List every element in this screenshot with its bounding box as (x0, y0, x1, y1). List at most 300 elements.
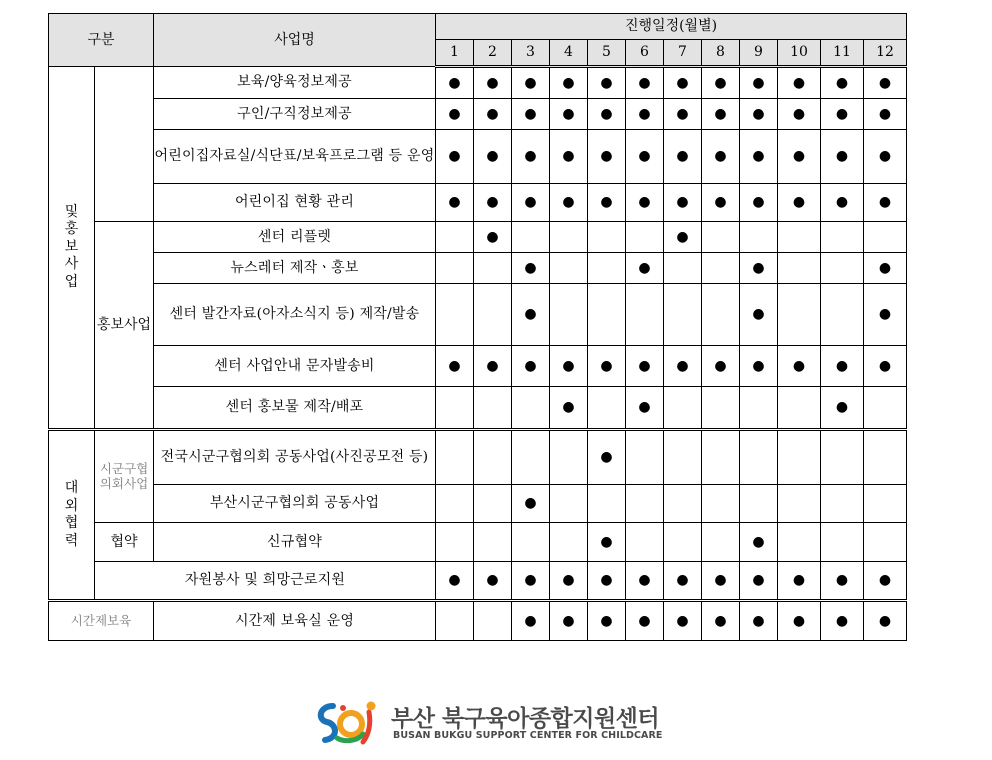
month-cell (626, 387, 664, 430)
schedule-dot-icon: ● (524, 74, 537, 91)
month-cell (740, 523, 778, 562)
month-cell (702, 99, 740, 130)
month-cell (740, 562, 778, 601)
month-cell (626, 562, 664, 601)
month-cell (626, 67, 664, 99)
schedule-dot-icon: ● (714, 74, 727, 91)
month-cell (436, 253, 474, 284)
subcategory-promotion: 홍보사업 (95, 222, 154, 430)
month-cell (550, 601, 588, 641)
logo-english-name: BUSAN BUKGU SUPPORT CENTER FOR CHILDCARE (393, 730, 663, 741)
schedule-dot-icon: ● (524, 194, 537, 211)
month-cell (864, 67, 907, 99)
category-external: 대외협력 (49, 430, 95, 601)
header-month: 9 (740, 40, 778, 67)
schedule-dot-icon: ● (448, 74, 461, 91)
schedule-dot-icon: ● (524, 572, 537, 589)
subcategory-agreement: 협약 (95, 523, 154, 562)
month-cell (821, 67, 864, 99)
schedule-dot-icon: ● (562, 612, 575, 629)
schedule-dot-icon: ● (835, 105, 849, 122)
project-name: 센터 사업안내 문자발송비 (154, 346, 436, 387)
month-cell (821, 601, 864, 641)
month-cell (512, 184, 550, 222)
table-row (49, 130, 907, 184)
month-cell (588, 284, 626, 346)
month-cell (512, 67, 550, 99)
month-cell (588, 222, 626, 253)
month-cell (588, 562, 626, 601)
month-cell (588, 601, 626, 641)
month-cell (588, 184, 626, 222)
month-cell (702, 222, 740, 253)
schedule-dot-icon: ● (524, 148, 537, 165)
schedule-dot-icon: ● (878, 148, 892, 165)
month-cell (588, 387, 626, 430)
schedule-dot-icon: ● (752, 572, 765, 589)
month-cell (436, 485, 474, 523)
month-cell (626, 130, 664, 184)
schedule-dot-icon: ● (600, 357, 613, 374)
schedule-dot-icon: ● (638, 105, 651, 122)
month-cell (474, 430, 512, 485)
project-name: 센터 리플렛 (154, 222, 436, 253)
schedule-dot-icon: ● (752, 194, 765, 211)
schedule-dot-icon: ● (676, 572, 689, 589)
month-cell (626, 184, 664, 222)
month-cell (864, 284, 907, 346)
month-cell (512, 562, 550, 601)
month-cell (664, 184, 702, 222)
month-cell (740, 67, 778, 99)
table-row (49, 346, 907, 387)
month-cell (664, 562, 702, 601)
month-cell (864, 430, 907, 485)
month-cell (550, 562, 588, 601)
month-cell (588, 485, 626, 523)
header-month: 8 (702, 40, 740, 67)
schedule-dot-icon: ● (878, 612, 892, 629)
table-row (49, 430, 907, 485)
month-cell (702, 130, 740, 184)
schedule-dot-icon: ● (714, 572, 727, 589)
header-month: 5 (588, 40, 626, 67)
month-cell (512, 485, 550, 523)
month-cell (626, 346, 664, 387)
month-cell (864, 130, 907, 184)
month-cell (740, 485, 778, 523)
schedule-dot-icon: ● (792, 612, 806, 629)
schedule-dot-icon: ● (486, 228, 499, 245)
table-row (49, 562, 907, 601)
month-cell (664, 99, 702, 130)
month-cell (740, 601, 778, 641)
header-month: 4 (550, 40, 588, 67)
month-cell (550, 485, 588, 523)
month-cell (702, 67, 740, 99)
schedule-dot-icon: ● (638, 259, 651, 276)
schedule-dot-icon: ● (524, 105, 537, 122)
schedule-dot-icon: ● (752, 533, 765, 550)
category-timed-care: 시간제보육 (49, 601, 154, 641)
month-cell (740, 130, 778, 184)
schedule-dot-icon: ● (638, 194, 651, 211)
month-cell (588, 253, 626, 284)
table-row (49, 99, 907, 130)
schedule-dot-icon: ● (524, 259, 537, 276)
schedule-dot-icon: ● (638, 74, 651, 91)
month-cell (550, 523, 588, 562)
month-cell (702, 387, 740, 430)
subcategory-council: 시군구협의회사업 (95, 430, 154, 523)
month-cell (864, 346, 907, 387)
month-cell (474, 387, 512, 430)
month-cell (550, 253, 588, 284)
schedule-dot-icon: ● (792, 74, 806, 91)
month-cell (864, 253, 907, 284)
header-month: 12 (864, 40, 907, 67)
schedule-dot-icon: ● (835, 612, 849, 629)
month-cell (740, 184, 778, 222)
schedule-dot-icon: ● (600, 148, 613, 165)
schedule-dot-icon: ● (562, 399, 575, 416)
schedule-dot-icon: ● (486, 148, 499, 165)
project-name: 전국시군구협의회 공동사업(사진공모전 등) (154, 430, 436, 485)
header-month: 3 (512, 40, 550, 67)
month-cell (740, 387, 778, 430)
month-cell (512, 284, 550, 346)
month-cell (864, 222, 907, 253)
month-cell (436, 523, 474, 562)
schedule-dot-icon: ● (835, 148, 849, 165)
table-row (49, 523, 907, 562)
schedule-dot-icon: ● (638, 572, 651, 589)
month-cell (702, 523, 740, 562)
schedule-dot-icon: ● (792, 194, 806, 211)
month-cell (550, 184, 588, 222)
month-cell (702, 253, 740, 284)
schedule-table (48, 13, 907, 641)
schedule-dot-icon: ● (676, 357, 689, 374)
schedule-dot-icon: ● (714, 357, 727, 374)
month-cell (702, 430, 740, 485)
schedule-dot-icon: ● (600, 449, 613, 466)
schedule-dot-icon: ● (562, 357, 575, 374)
month-cell (778, 222, 821, 253)
month-cell (778, 430, 821, 485)
project-name: 어린이집 현황 관리 (154, 184, 436, 222)
month-cell (821, 387, 864, 430)
table-row (49, 253, 907, 284)
schedule-dot-icon: ● (752, 74, 765, 91)
header-month: 7 (664, 40, 702, 67)
month-cell (778, 253, 821, 284)
table-row (49, 284, 907, 346)
month-cell (864, 523, 907, 562)
schedule-dot-icon: ● (638, 148, 651, 165)
schedule-dot-icon: ● (714, 194, 727, 211)
schedule-dot-icon: ● (878, 105, 892, 122)
month-cell (864, 387, 907, 430)
header-project: 사업명 (154, 14, 436, 67)
month-cell (664, 430, 702, 485)
schedule-dot-icon: ● (752, 357, 765, 374)
month-cell (778, 523, 821, 562)
project-name: 시간제 보육실 운영 (154, 601, 436, 641)
schedule-dot-icon: ● (878, 306, 892, 323)
month-cell (664, 346, 702, 387)
month-cell (512, 222, 550, 253)
schedule-dot-icon: ● (524, 495, 537, 512)
month-cell (740, 222, 778, 253)
schedule-dot-icon: ● (486, 357, 499, 374)
schedule-dot-icon: ● (486, 194, 499, 211)
month-cell (664, 601, 702, 641)
schedule-dot-icon: ● (792, 105, 806, 122)
month-cell (588, 430, 626, 485)
schedule-dot-icon: ● (835, 572, 849, 589)
header-month: 6 (626, 40, 664, 67)
month-cell (474, 601, 512, 641)
project-name: 신규협약 (154, 523, 436, 562)
month-cell (778, 387, 821, 430)
schedule-dot-icon: ● (524, 612, 537, 629)
month-cell (864, 99, 907, 130)
schedule-dot-icon: ● (752, 259, 765, 276)
month-cell (474, 562, 512, 601)
month-cell (550, 130, 588, 184)
schedule-dot-icon: ● (878, 572, 892, 589)
schedule-dot-icon: ● (676, 74, 689, 91)
schedule-dot-icon: ● (676, 105, 689, 122)
month-cell (436, 562, 474, 601)
schedule-dot-icon: ● (878, 194, 892, 211)
month-cell (740, 346, 778, 387)
month-cell (436, 184, 474, 222)
month-cell (702, 601, 740, 641)
schedule-dot-icon: ● (835, 74, 849, 91)
month-cell (664, 130, 702, 184)
month-cell (512, 387, 550, 430)
month-cell (550, 284, 588, 346)
month-cell (626, 284, 664, 346)
month-cell (626, 222, 664, 253)
schedule-dot-icon: ● (752, 148, 765, 165)
schedule-dot-icon: ● (638, 399, 651, 416)
month-cell (588, 99, 626, 130)
month-cell (778, 346, 821, 387)
month-cell (474, 99, 512, 130)
schedule-dot-icon: ● (835, 399, 849, 416)
project-name: 센터 홍보물 제작/배포 (154, 387, 436, 430)
month-cell (778, 130, 821, 184)
category-promotion: 및홍보사업 (49, 67, 95, 430)
month-cell (821, 253, 864, 284)
month-cell (588, 67, 626, 99)
month-cell (821, 346, 864, 387)
schedule-dot-icon: ● (524, 306, 537, 323)
month-cell (664, 222, 702, 253)
schedule-dot-icon: ● (600, 194, 613, 211)
month-cell (821, 284, 864, 346)
month-cell (626, 485, 664, 523)
month-cell (474, 184, 512, 222)
project-name: 뉴스레터 제작ㆍ홍보 (154, 253, 436, 284)
header-month: 11 (821, 40, 864, 67)
month-cell (821, 523, 864, 562)
schedule-dot-icon: ● (714, 148, 727, 165)
month-cell (512, 130, 550, 184)
month-cell (702, 485, 740, 523)
month-cell (864, 562, 907, 601)
project-name: 구인/구직정보제공 (154, 99, 436, 130)
subcategory-blank (95, 67, 154, 222)
month-cell (664, 67, 702, 99)
schedule-dot-icon: ● (714, 105, 727, 122)
schedule-dot-icon: ● (448, 357, 461, 374)
month-cell (821, 430, 864, 485)
schedule-dot-icon: ● (835, 194, 849, 211)
project-name: 자원봉사 및 희망근로지원 (95, 562, 436, 601)
month-cell (702, 562, 740, 601)
month-cell (474, 222, 512, 253)
month-cell (436, 222, 474, 253)
schedule-dot-icon: ● (752, 105, 765, 122)
schedule-dot-icon: ● (676, 612, 689, 629)
month-cell (702, 346, 740, 387)
month-cell (474, 284, 512, 346)
schedule-dot-icon: ● (638, 612, 651, 629)
schedule-dot-icon: ● (792, 357, 806, 374)
schedule-dot-icon: ● (676, 148, 689, 165)
month-cell (512, 601, 550, 641)
schedule-dot-icon: ● (600, 612, 613, 629)
project-name: 부산시군구협의회 공동사업 (154, 485, 436, 523)
logo-korean-name: 부산 북구육아종합지원센터 (391, 706, 660, 732)
schedule-dot-icon: ● (835, 357, 849, 374)
schedule-dot-icon: ● (486, 74, 499, 91)
schedule-dot-icon: ● (714, 612, 727, 629)
schedule-dot-icon: ● (448, 105, 461, 122)
month-cell (588, 130, 626, 184)
month-cell (512, 253, 550, 284)
header-month: 2 (474, 40, 512, 67)
center-logo (313, 698, 677, 746)
schedule-dot-icon: ● (676, 228, 689, 245)
month-cell (436, 99, 474, 130)
table-row (49, 601, 907, 641)
month-cell (626, 601, 664, 641)
schedule-dot-icon: ● (562, 194, 575, 211)
schedule-dot-icon: ● (486, 572, 499, 589)
schedule-dot-icon: ● (562, 148, 575, 165)
month-cell (474, 346, 512, 387)
month-cell (821, 485, 864, 523)
month-cell (778, 485, 821, 523)
month-cell (702, 184, 740, 222)
schedule-dot-icon: ● (878, 74, 892, 91)
schedule-dot-icon: ● (638, 357, 651, 374)
month-cell (778, 184, 821, 222)
month-cell (474, 130, 512, 184)
month-cell (740, 253, 778, 284)
schedule-dot-icon: ● (792, 572, 806, 589)
month-cell (436, 387, 474, 430)
month-cell (740, 99, 778, 130)
schedule-dot-icon: ● (448, 194, 461, 211)
month-cell (626, 253, 664, 284)
month-cell (436, 430, 474, 485)
month-cell (512, 346, 550, 387)
schedule-dot-icon: ● (676, 194, 689, 211)
month-cell (588, 346, 626, 387)
schedule-dot-icon: ● (562, 572, 575, 589)
month-cell (702, 284, 740, 346)
schedule-dot-icon: ● (562, 74, 575, 91)
header-schedule: 진행일정(월별) (436, 14, 907, 40)
schedule-dot-icon: ● (600, 105, 613, 122)
month-cell (740, 284, 778, 346)
month-cell (778, 562, 821, 601)
month-cell (550, 387, 588, 430)
schedule-dot-icon: ● (486, 105, 499, 122)
month-cell (436, 601, 474, 641)
month-cell (664, 253, 702, 284)
month-cell (778, 284, 821, 346)
month-cell (664, 485, 702, 523)
table-row (49, 485, 907, 523)
schedule-dot-icon: ● (752, 612, 765, 629)
schedule-dot-icon: ● (878, 357, 892, 374)
month-cell (512, 523, 550, 562)
month-cell (474, 253, 512, 284)
month-cell (512, 430, 550, 485)
month-cell (821, 99, 864, 130)
month-cell (550, 430, 588, 485)
project-name: 보육/양육정보제공 (154, 67, 436, 99)
month-cell (436, 130, 474, 184)
header-category: 구분 (49, 14, 154, 67)
header-month: 1 (436, 40, 474, 67)
month-cell (588, 523, 626, 562)
schedule-dot-icon: ● (600, 533, 613, 550)
month-cell (550, 67, 588, 99)
month-cell (550, 99, 588, 130)
month-cell (664, 387, 702, 430)
month-cell (626, 99, 664, 130)
month-cell (864, 601, 907, 641)
month-cell (778, 67, 821, 99)
schedule-dot-icon: ● (600, 572, 613, 589)
schedule-dot-icon: ● (752, 306, 765, 323)
month-cell (512, 99, 550, 130)
month-cell (664, 523, 702, 562)
schedule-dot-icon: ● (600, 74, 613, 91)
logo-mark-icon (313, 698, 385, 746)
month-cell (664, 284, 702, 346)
month-cell (778, 99, 821, 130)
month-cell (474, 485, 512, 523)
month-cell (550, 222, 588, 253)
schedule-dot-icon: ● (448, 148, 461, 165)
month-cell (626, 523, 664, 562)
month-cell (436, 284, 474, 346)
month-cell (821, 222, 864, 253)
month-cell (474, 67, 512, 99)
schedule-dot-icon: ● (562, 105, 575, 122)
month-cell (740, 430, 778, 485)
month-cell (436, 67, 474, 99)
